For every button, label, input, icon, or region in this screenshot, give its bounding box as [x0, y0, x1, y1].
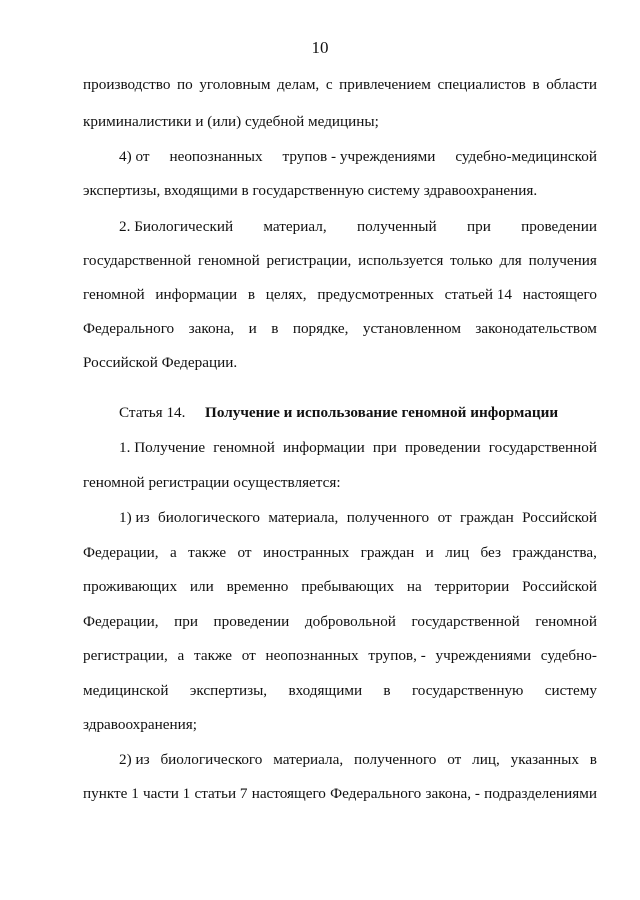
- text-word: лиц,: [472, 751, 500, 768]
- text-word: территории: [434, 578, 510, 595]
- text-word: материал,: [263, 218, 327, 235]
- text-word: 4) от: [119, 148, 150, 165]
- text-word: специалистов: [437, 76, 526, 93]
- article-number: Статья 14.: [119, 404, 186, 421]
- text-word: указанных: [510, 751, 579, 768]
- text-word: иностранных: [262, 544, 350, 561]
- text-word: неопознанных: [169, 148, 263, 165]
- text-word: информации: [283, 439, 365, 456]
- text-line: [83, 352, 597, 374]
- text-word: добровольной: [304, 613, 396, 630]
- text-word: учреждениями: [435, 647, 532, 664]
- text-word: Федерации,: [83, 544, 159, 561]
- text-word: проведении: [404, 439, 481, 456]
- text-word: порядке,: [292, 320, 349, 337]
- text-word: и: [248, 320, 257, 337]
- text-word: привлечением: [339, 76, 431, 93]
- text-line: [119, 507, 597, 529]
- text-word: криминалистики и (или) судебной медицины;: [83, 113, 379, 130]
- text-line: [83, 611, 597, 633]
- text-word: гражданства,: [512, 544, 597, 561]
- text-word: геномной: [198, 252, 260, 269]
- text-word: неопознанных: [265, 647, 359, 664]
- text-word: при: [466, 218, 491, 235]
- text-line: [119, 146, 597, 168]
- text-word: по: [177, 76, 193, 93]
- text-word: биологического: [160, 751, 263, 768]
- text-word: проживающих: [83, 578, 178, 595]
- text-word: полученного: [346, 509, 430, 526]
- article-title: Получение и использование геномной информации: [205, 404, 559, 421]
- text-word: получения: [528, 252, 597, 269]
- text-line: [83, 542, 597, 564]
- text-line: [119, 749, 597, 771]
- text-word: трупов - учреждениями: [282, 148, 436, 165]
- text-word: государственной: [411, 613, 520, 630]
- text-word: Федерального: [83, 320, 175, 337]
- text-line: [83, 74, 597, 96]
- text-word: пункте 1: [83, 785, 139, 802]
- text-word: подразделениями: [484, 785, 597, 802]
- text-word: без: [480, 544, 501, 561]
- text-word: производство: [83, 76, 171, 93]
- text-word: а: [169, 544, 177, 561]
- text-line: [83, 284, 597, 306]
- text-word: или: [189, 578, 214, 595]
- text-word: материала,: [268, 509, 339, 526]
- text-word: с: [325, 76, 333, 93]
- text-word: экспертизы,: [189, 682, 268, 699]
- text-word: входящими: [288, 682, 363, 699]
- text-word: полученный: [356, 218, 437, 235]
- text-word: 1) из: [119, 509, 150, 526]
- page-number: 10: [311, 38, 329, 57]
- text-word: части 1: [143, 785, 191, 802]
- text-word: судебно-медицинской: [455, 148, 597, 165]
- text-word: установленном: [362, 320, 461, 337]
- text-word: регистрации,: [83, 647, 168, 664]
- text-word: только: [450, 252, 493, 269]
- text-word: государственной: [83, 252, 192, 269]
- text-word: и: [425, 544, 434, 561]
- text-line: [83, 318, 597, 340]
- text-word: геномной: [535, 613, 597, 630]
- text-word: от: [437, 509, 452, 526]
- text-word: трупов, -: [368, 647, 426, 664]
- text-word: статьи 7: [194, 785, 248, 802]
- text-word: геномной: [213, 439, 275, 456]
- text-word: делам,: [277, 76, 320, 93]
- text-line: [119, 216, 597, 238]
- text-word: полученного: [354, 751, 437, 768]
- text-word: временно: [226, 578, 289, 595]
- text-word: для: [499, 252, 522, 269]
- text-line: [83, 645, 597, 667]
- text-word: от: [241, 647, 256, 664]
- text-word: от: [237, 544, 252, 561]
- text-word: экспертизы, входящими в государственную систему здравоохранения.: [83, 182, 538, 199]
- text-word: проведении: [521, 218, 597, 235]
- text-word: Российской: [522, 578, 597, 595]
- text-word: также: [188, 544, 227, 561]
- text-word: предусмотренных: [317, 286, 434, 303]
- text-word: государственной: [488, 439, 597, 456]
- text-word: закона,: [188, 320, 235, 337]
- text-word: а: [177, 647, 185, 664]
- text-word: Российской: [522, 509, 597, 526]
- text-word: целях,: [265, 286, 307, 303]
- text-word: пребывающих: [301, 578, 395, 595]
- text-word: информации: [155, 286, 238, 303]
- text-word: в: [271, 320, 279, 337]
- text-word: материала,: [273, 751, 344, 768]
- text-word: медицинской: [83, 682, 169, 699]
- text-word: систему: [544, 682, 597, 699]
- text-word: биологического: [158, 509, 260, 526]
- text-word: в: [532, 76, 540, 93]
- text-word: в: [589, 751, 597, 768]
- text-word: проведении: [213, 613, 290, 630]
- text-word: государственную: [411, 682, 524, 699]
- text-word: используется: [358, 252, 444, 269]
- text-word: 1. Получение: [119, 439, 206, 456]
- text-line: [83, 250, 597, 272]
- text-line: [83, 714, 597, 736]
- text-word: в: [247, 286, 256, 303]
- text-word: регистрации,: [266, 252, 352, 269]
- text-word: области: [546, 76, 597, 93]
- text-word: геномной: [83, 286, 145, 303]
- text-line: [83, 472, 597, 494]
- text-word: граждан: [460, 509, 514, 526]
- text-word: здравоохранения;: [83, 716, 197, 733]
- text-word: лиц: [445, 544, 470, 561]
- text-line: [83, 783, 597, 805]
- text-word: при: [372, 439, 397, 456]
- text-word: Российской Федерации.: [83, 354, 238, 371]
- text-word: настоящего: [251, 785, 326, 802]
- text-word: на: [406, 578, 422, 595]
- text-word: Федерального: [330, 785, 422, 802]
- text-word: при: [174, 613, 198, 630]
- article-heading: [119, 402, 558, 424]
- text-word: настоящего: [522, 286, 597, 303]
- text-word: от: [447, 751, 462, 768]
- text-word: также: [194, 647, 233, 664]
- text-line: [83, 180, 597, 202]
- text-line: [83, 680, 597, 702]
- text-word: геномной регистрации осуществляется:: [83, 474, 341, 491]
- text-word: 2) из: [119, 751, 150, 768]
- text-word: судебно-: [540, 647, 597, 664]
- text-line: [83, 576, 597, 598]
- text-word: закона, -: [425, 785, 480, 802]
- text-word: статьей 14: [444, 286, 512, 303]
- text-word: Федерации,: [83, 613, 159, 630]
- text-line: [83, 111, 597, 133]
- text-line: [119, 437, 597, 459]
- text-word: граждан: [360, 544, 415, 561]
- text-word: уголовным: [199, 76, 271, 93]
- text-word: законодательством: [475, 320, 597, 337]
- text-word: 2. Биологический: [119, 218, 234, 235]
- text-word: в: [383, 682, 391, 699]
